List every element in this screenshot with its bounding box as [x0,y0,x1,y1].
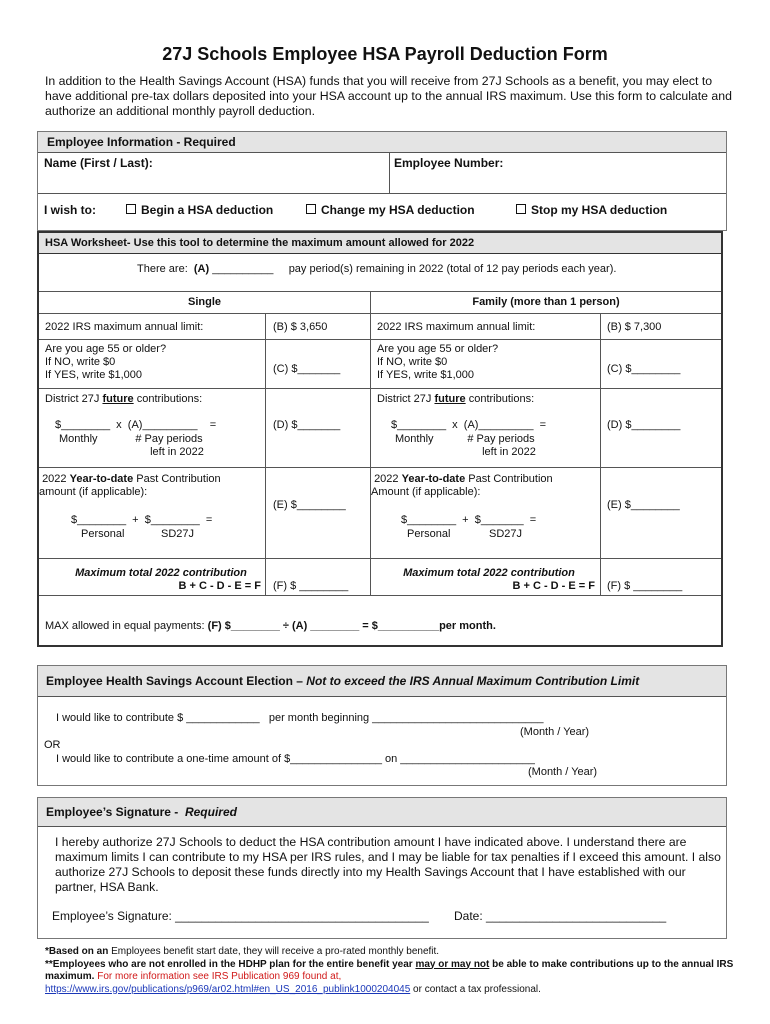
employee-info-header: Employee Information - Required [47,135,236,149]
month-year-caption: (Month / Year) [520,726,590,738]
family-header: Family (more than 1 person) [472,296,620,308]
family-pay-periods-caption: # Pay periods left in 2022 [467,433,536,458]
employee-info-section [37,131,727,231]
single-pay-periods-caption: # Pay periods left in 2022 [135,433,204,458]
irs-publication-link[interactable]: https://www.irs.gov/publications/p969/ar02.html#en_US_2016_publink1000204045 [45,983,411,995]
single-e-field[interactable]: (E) $________ [273,499,346,511]
checkbox-icon[interactable] [126,204,136,214]
checkbox-icon[interactable] [306,204,316,214]
intro-paragraph: In addition to the Health Savings Account (HSA) funds that you will receive from 27J Schools as a benefit, you may elect to have additional pre-tax dollars deposited into your HSA account up to the annual IRS maximum. Use this form to calculate and authorize an additional monthly payroll deduction. [45,74,732,118]
pay-periods-line: There are: (A) __________ pay period(s) remaining in 2022 (total of 12 pay periods each year). [137,263,617,275]
contribute-one-time-line: I would like to contribute a one-time amount of $_______________ on ______________________ [56,753,535,765]
page-title: 27J Schools Employee HSA Payroll Deduction Form [162,44,608,64]
family-sd27j-caption: SD27J [489,528,523,540]
family-d-field[interactable]: (D) $________ [607,419,681,431]
single-irs-limit-label: 2022 IRS maximum annual limit: [45,321,204,333]
family-e-field[interactable]: (E) $________ [607,499,680,511]
single-personal-caption: Personal [81,528,125,540]
signature-line[interactable]: Employee’s Signature: ______________________________________ [52,909,429,923]
stop-deduction-option[interactable]: Stop my HSA deduction [516,203,667,217]
month-year-caption-2: (Month / Year) [528,766,598,778]
family-c-field[interactable]: (C) $________ [607,363,681,375]
authorization-text: I hereby authorize 27J Schools to deduct the HSA contribution amount I have indicated above. I understand there are maximum limits I can contribute to my HSA per IRS rules, and I may be liable for tax penalties if I exceed this amount. I also authorize 27J Schools to deposit these funds directly into my Health Savings Account that I have established with our partner, HSA Bank. [55,835,721,894]
footnote-2: **Employees who are not enrolled in the HDHP plan for the entire benefit year may or may not be able to make contributions up to the annual IRS maximum. For more information see IRS Publication 969 found at, [45,958,734,982]
checkbox-icon[interactable] [516,204,526,214]
single-c-field[interactable]: (C) $_______ [273,363,341,375]
contribute-monthly-line: I would like to contribute $ ____________ per month beginning ____________________________ [56,712,544,724]
footnotes [45,946,735,996]
worksheet-header: HSA Worksheet- Use this tool to determine the maximum amount allowed for 2022 [45,237,475,249]
family-ytd-formula: $________ + $_______ = [401,514,537,526]
single-f-field[interactable]: (F) $ ________ [273,580,349,592]
single-header: Single [187,296,221,308]
single-future-label: District 27J future contributions: [45,393,203,405]
name-label: Name (First / Last): [44,156,153,170]
begin-deduction-option[interactable]: Begin a HSA deduction [126,203,273,217]
family-monthly-caption: Monthly [395,433,434,445]
single-b-value: (B) $ 3,650 [273,321,328,333]
single-sd27j-caption: SD27J [161,528,195,540]
family-ytd-label: 2022 Year-to-date Past Contribution Amount (if applicable): [371,473,553,498]
family-age-question: Are you age 55 or older? If NO, write $0 If YES, write $1,000 [377,343,499,381]
single-d-field[interactable]: (D) $_______ [273,419,341,431]
family-f-field[interactable]: (F) $ ________ [607,580,683,592]
single-ytd-formula: $________ + $________ = [71,514,213,526]
family-future-label: District 27J future contributions: [377,393,535,405]
single-age-question: Are you age 55 or older? If NO, write $0 If YES, write $1,000 [45,343,167,381]
election-header: Employee Health Savings Account Election – Not to exceed the IRS Annual Maximum Contribution Limit [46,674,640,688]
family-max-total: Maximum total 2022 contribution B + C - D - E = F [403,567,595,592]
signature-header: Employee’s Signature - Required [46,805,237,819]
date-line[interactable]: Date: ___________________________ [454,909,667,923]
family-irs-limit-label: 2022 IRS maximum annual limit: [377,321,536,333]
footnote-1: *Based on an Employees benefit start date, they will receive a pro-rated monthly benefit. [45,946,440,957]
election-section [37,665,727,786]
single-max-total: Maximum total 2022 contribution B + C - D - E = F [75,567,261,592]
change-deduction-option[interactable]: Change my HSA deduction [306,203,475,217]
single-monthly-caption: Monthly [59,433,98,445]
employee-number-label: Employee Number: [394,156,504,170]
max-allowed-line: MAX allowed in equal payments: (F) $________ ÷ (A) ________ = $__________per month. [45,620,496,632]
wish-label: I wish to: [44,203,96,217]
family-future-formula: $________ x (A)_________ = [391,419,547,431]
signature-section [37,797,727,939]
or-label: OR [44,739,61,751]
single-ytd-label: 2022 Year-to-date Past Contribution amount (if applicable): [39,473,221,498]
hsa-worksheet-section [37,231,723,647]
family-b-value: (B) $ 7,300 [607,321,662,333]
single-future-formula: $________ x (A)_________ = [55,419,217,431]
family-personal-caption: Personal [407,528,451,540]
footnote-3: https://www.irs.gov/publications/p969/ar02.html#en_US_2016_publink1000204045 or contact a tax professional. [45,983,541,995]
